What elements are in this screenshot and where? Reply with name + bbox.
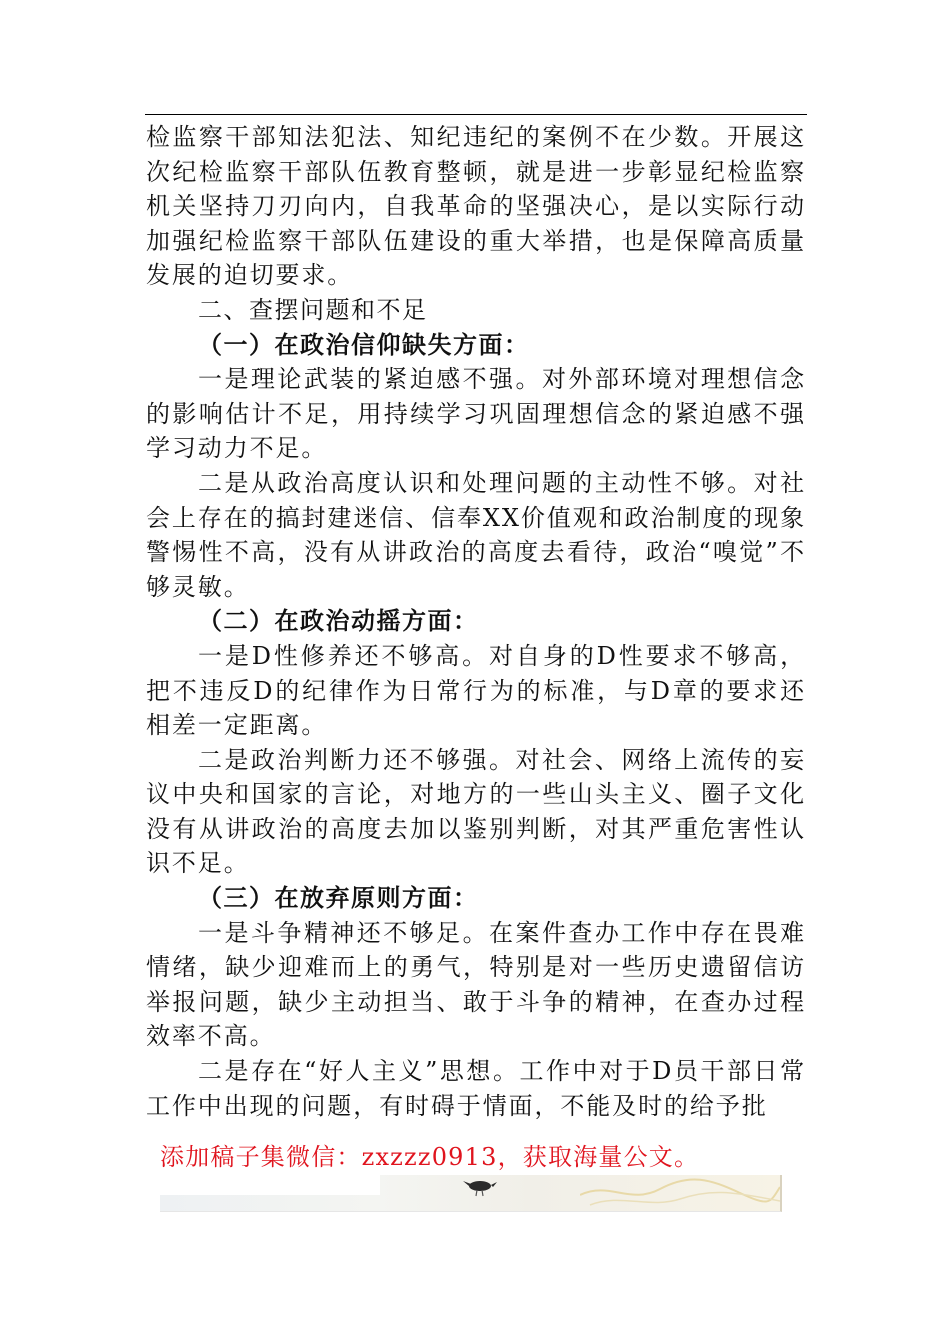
document-body [146,120,806,1123]
section-heading-problems: 二、查摆问题和不足 [198,295,428,324]
paragraph-political-initiative: 二是从政治高度认识和处理问题的主动性不够。对社会上存在的搞封建迷信、信奉XX价值观和政治制度的现象警惕性不高，没有从讲政治的高度去看待，政治“嗅觉”不够灵敏。 [146,468,806,601]
paragraph-fighting-spirit: 一是斗争精神还不够足。在案件查办工作中存在畏难情绪，缺少迎难而上的勇气，特别是对一些历史遗留信访举报问题，缺少主动担当、敢于斗争的精神，在查办过程效率不高。 [146,918,806,1051]
paragraph-intro-continuation: 检监察干部知法犯法、知纪违纪的案例不在少数。开展这次纪检监察干部队伍教育整顿，就是进一步彰显纪检监察机关坚持刀刃向内，自我革命的坚强决心，是以实际行动加强纪检监察干部队伍建设的重大举措，也是保障高质量发展的迫切要求。 [146,123,806,290]
subheading-political-belief: （一）在政治信仰缺失方面： [198,329,530,359]
decorative-banner-image [160,1175,782,1212]
promo-text: 添加稿子集微信：zxzzz0913，获取海量公文。 [160,1143,700,1171]
subheading-political-wavering: （二）在政治动摇方面： [198,606,479,636]
bird-icon [463,1177,497,1197]
paragraph-political-judgment: 二是政治判断力还不够强。对社会、网络上流传的妄议中央和国家的言论，对地方的一些山头主义、圈子文化没有从讲政治的高度去加以鉴别判断，对其严重危害性认识不足。 [146,745,806,878]
subheading-abandoning-principles: （三）在放弃原则方面： [198,883,479,913]
paragraph-party-cultivation: 一是D性修养还不够高。对自身的D性要求不够高，把不违反D的纪律作为日常行为的标准，与D章的要求还相差一定距离。 [146,641,806,740]
header-rule [145,114,807,115]
wave-pattern-icon [580,1175,780,1211]
paragraph-good-person-mindset: 二是存在“好人主义”思想。工作中对于D员干部日常工作中出现的问题，有时碍于情面，不能及时的给予批 [146,1057,806,1120]
banner-white-block [160,1175,380,1195]
paragraph-theory-urgency: 一是理论武装的紧迫感不强。对外部环境对理想信念的影响估计不足，用持续学习巩固理想信念的紧迫感不强学习动力不足。 [146,365,806,463]
